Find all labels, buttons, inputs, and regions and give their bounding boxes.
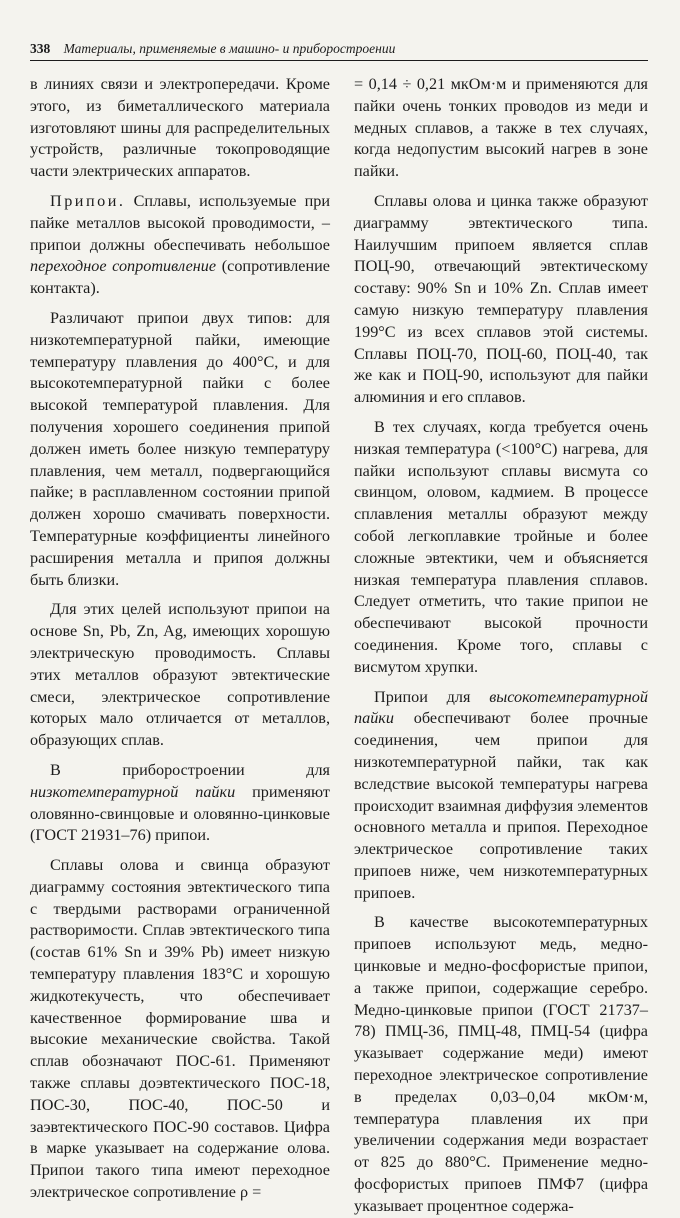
- right-paragraph-1: = 0,14 ÷ 0,21 мкОм·м и применяются для пайки очень тонких проводов из меди и медных сплавов, а также в тех случаях, когда недопустим высокий нагрев в зоне пайки.: [354, 75, 648, 181]
- right-column: [354, 74, 648, 1218]
- left-column: [30, 74, 330, 1204]
- left-paragraph-5: [30, 760, 330, 847]
- page-header: [30, 40, 650, 62]
- left-paragraph-6: Сплавы олова и свинца образуют диаграмму состояния эвтектического типа с твердыми растворами ограниченной растворимости. Сплав эвтектического типа (состав 61% Sn и 39% Pb) имеет низкую температуру плавления 183°С и хорошую жидкотекучесть, что обеспечивает качественное формирование шва и высокие механические свойства. Такой сплав обозначают ПОС-61. Применяют также сплавы доэвтектического ПОС-18, ПОС-30, ПОС-40, ПОС-50 и заэвтектического ПОС-90 составов. Цифра в марке указывает на содержание олова. Припои такого типа имеют переходное электрическое сопротивление ρ =: [30, 856, 330, 1202]
- page-number: 338: [30, 41, 51, 56]
- right-paragraph-4: [354, 687, 648, 905]
- paragraph-text: Сплавы, используемые при пайке металлов высокой проводимости, – припои должны обеспечивать небольшое: [30, 191, 330, 254]
- header-rule: [30, 60, 648, 61]
- paragraph-text: В приборостроении для: [50, 760, 330, 779]
- paragraph-text: (сопротивление контакта).: [30, 257, 330, 298]
- paragraph-text: обеспечивают более прочные соединения, чем припои для низкотемпературной пайки, так как вследствие высокой температуры нагрева происходит взаимная диффузия элементов основного металла и припоя. Переходное электрическое сопротивление таких припоев ниже, чем низкотемпературных припоев.: [354, 709, 648, 902]
- right-paragraph-5: В качестве высокотемпературных припоев используют медь, медно-цинковые и медно-фосфористые припои, а также припои, содержащие серебро. Медно-цинковые припои (ГОСТ 21737–78) ПМЦ-36, ПМЦ-48, ПМЦ-54 (цифра указывает содержание меди) имеют переходное электрическое сопротивление в пределах 0,03–0,04 мкОм·м, температура плавления их при увеличении содержания меди возрастает от 825 до 880°С. Применение медно-фосфористых припоев ПМФ7 (цифра указывает процентное содержа-: [354, 913, 648, 1215]
- right-paragraph-3: В тех случаях, когда требуется очень низкая температура (<100°С) нагрева, для пайки используют сплавы висмута со свинцом, оловом, кадмием. В процессе сплавления металлы образуют между собой легкоплавкие тройные и более сложные эвтектики, чем и объясняется низкая температура плавления сплавов. Следует отметить, что такие припои не обеспечивают высокой прочности соединения. Кроме того, сплавы с висмутом хрупки.: [354, 417, 648, 676]
- emphasis-high-temp-soldering: высокотемпературной пайки: [354, 687, 648, 728]
- paragraph-text: применяют оловянно-свинцовые и оловянно-цинковые (ГОСТ 21931–76) припои.: [30, 782, 330, 845]
- right-paragraph-2: Сплавы олова и цинка также образуют диаграмму эвтектического типа. Наилучшим припоем является сплав ПОЦ-90, отвечающий эвтектическому составу: 90% Sn и 10% Zn. Сплав имеет самую низкую температуру плавления 199°С из всех сплавов этой системы. Сплавы ПОЦ-70, ПОЦ-60, ПОЦ-40, так же как и ПОЦ-90, используют для пайки алюминия и его сплавов.: [354, 191, 648, 407]
- left-paragraph-2: [30, 191, 330, 300]
- running-title: Материалы, применяемые в машино- и приборостроении: [63, 41, 396, 56]
- term-pripoi: Припои.: [50, 191, 126, 210]
- left-paragraph-1: в линиях связи и электропередачи. Кроме этого, из биметаллического материала изготовляют шины для распределительных устройств, различные токопроводящие части электрических аппаратов.: [30, 75, 330, 181]
- emphasis-low-temp-soldering: низкотемпературной пайки: [30, 782, 236, 801]
- left-paragraph-3: Различают припои двух типов: для низкотемпературной пайки, имеющие температуру плавления до 400°С, и для высокотемпературной пайки с более высокой температурой плавления. Для получения хорошего соединения припой должен иметь более низкую температуру плавления, чем металл, подвергающийся пайке; в расплавленном состоянии припой должен хорошо смачивать поверхности. Температурные коэффициенты линейного расширения металла и припоя должны быть близки.: [30, 308, 330, 589]
- emphasis-transition-resistance: переходное сопротивление: [30, 257, 217, 276]
- left-paragraph-4: Для этих целей используют припои на основе Sn, Pb, Zn, Ag, имеющих хорошую электрическую проводимость. Сплавы этих металлов образуют эвтектические смеси, электрическое сопротивление которых мало отличается от металлов, образующих сплав.: [30, 600, 330, 750]
- paragraph-text: Припои для: [374, 687, 490, 706]
